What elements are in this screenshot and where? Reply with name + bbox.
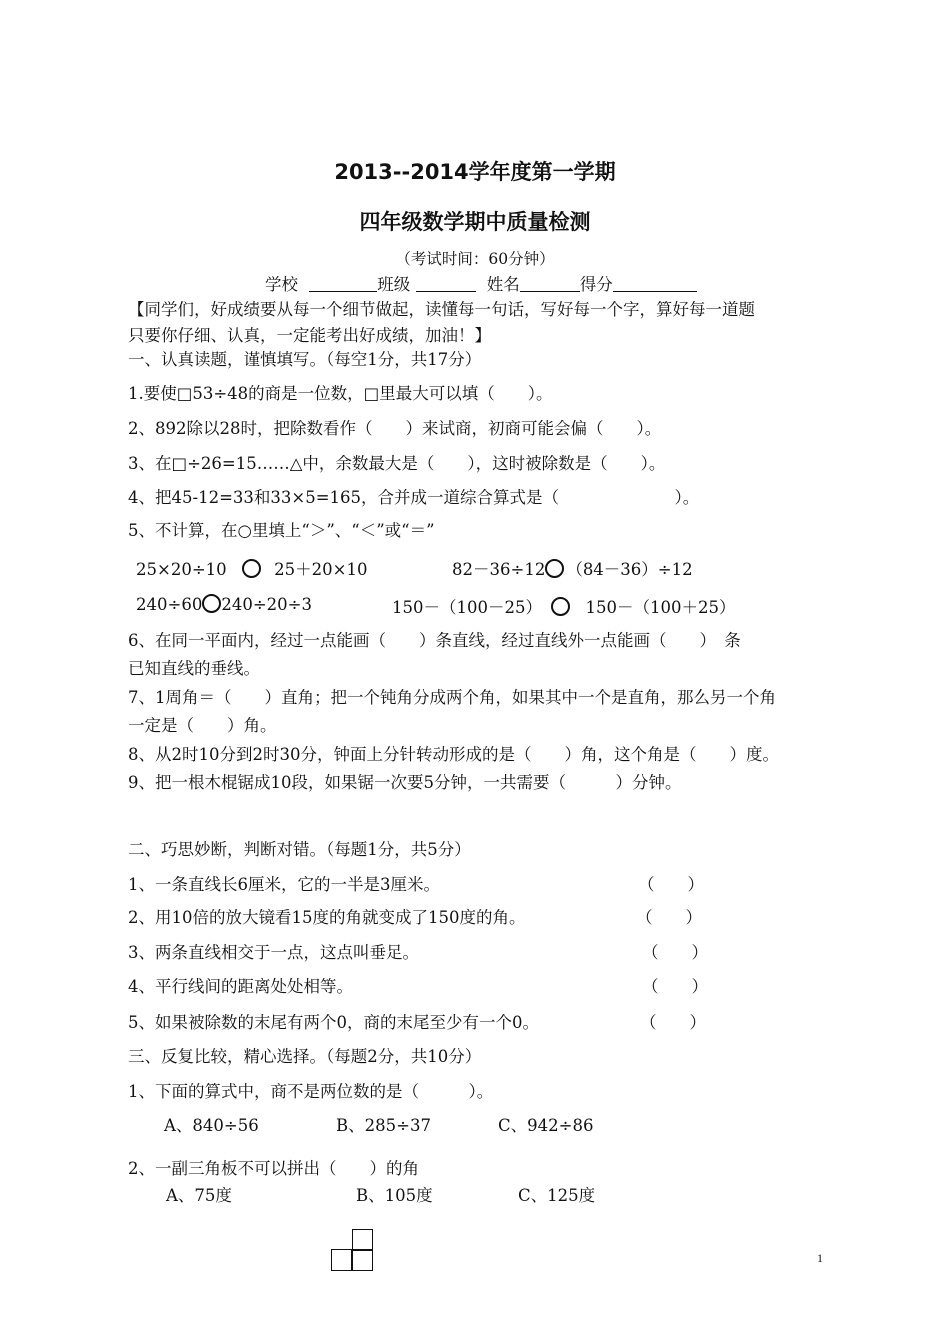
s3-q2-option-b: B、105度 bbox=[356, 1186, 433, 1205]
motto-line-2: 只要你仔细、认真，一定能考出好成绩，加油！】 bbox=[128, 326, 491, 345]
exam-title-subject: 四年级数学期中质量检测 bbox=[359, 210, 591, 234]
score-blank bbox=[613, 275, 697, 292]
name-blank bbox=[520, 275, 580, 292]
motto-line-1: 【同学们，好成绩要从每一个细节做起，读懂每一句话，写好每一个字，算好每一道题 bbox=[128, 300, 755, 319]
compare-2-left: 82－36÷12 bbox=[452, 560, 546, 579]
s3-q1-option-b: B、285÷37 bbox=[336, 1116, 431, 1135]
s2-answer-paren-5: （ ） bbox=[640, 1013, 706, 1032]
compare-circle-icon bbox=[242, 559, 261, 578]
s3-q1-option-a: A、840÷56 bbox=[164, 1116, 259, 1135]
comparison-row-1b bbox=[452, 556, 693, 580]
section1-heading: 一、认真读题，谨慎填写。（每空1分，共17分） bbox=[128, 350, 482, 369]
s3-question-2: 2、一副三角板不可以拼出（ ）的角 bbox=[128, 1159, 419, 1178]
exam-title-year: 2013--2014学年度第一学期 bbox=[334, 160, 616, 184]
s2-answer-paren-2: （ ） bbox=[636, 908, 702, 927]
grid-square-bottom-right bbox=[351, 1249, 373, 1271]
compare-2-right: （84－36）÷12 bbox=[566, 560, 693, 579]
s1-question-7b: 一定是（ ）角。 bbox=[128, 716, 277, 735]
comparison-row-1 bbox=[136, 556, 367, 580]
compare-3-right: 240÷20÷3 bbox=[221, 595, 312, 614]
page-number: 1 bbox=[817, 1251, 823, 1265]
info-line bbox=[265, 271, 697, 295]
school-blank bbox=[309, 275, 377, 292]
compare-circle-icon bbox=[551, 597, 570, 616]
grid-square-top bbox=[352, 1229, 373, 1251]
class-label: 班级 bbox=[377, 275, 411, 294]
s2-item-2: 2、用10倍的放大镜看15度的角就变成了150度的角。 bbox=[128, 908, 526, 927]
s2-item-5: 5、如果被除数的末尾有两个0，商的末尾至少有一个0。 bbox=[128, 1013, 539, 1032]
grid-square-bottom-left bbox=[331, 1249, 353, 1271]
compare-4-left: 150－（100－25） bbox=[392, 598, 542, 617]
score-label: 得分 bbox=[579, 275, 613, 294]
s3-question-1: 1、下面的算式中，商不是两位数的是（ ）。 bbox=[128, 1082, 494, 1101]
square-grid-figure bbox=[331, 1229, 373, 1271]
s3-q1-option-c: C、942÷86 bbox=[498, 1116, 594, 1135]
compare-4-right: 150－（100＋25） bbox=[585, 598, 736, 617]
s1-question-6b: 已知直线的垂线。 bbox=[128, 659, 260, 678]
compare-1-left: 25×20÷10 bbox=[136, 560, 227, 579]
school-label: 学校 bbox=[265, 275, 298, 294]
compare-circle-icon bbox=[545, 559, 564, 578]
s1-question-5: 5、不计算，在○里填上“＞”、“＜”或“＝” bbox=[128, 521, 435, 540]
comparison-row-2b bbox=[392, 594, 735, 618]
s1-question-8: 8、从2时10分到2时30分，钟面上分针转动形成的是（ ）角，这个角是（ ）度。 bbox=[128, 745, 779, 764]
s1-question-4: 4、把45-12=33和33×5=165，合并成一道综合算式是（ ）。 bbox=[128, 488, 700, 507]
exam-time: （考试时间：60分钟） bbox=[395, 250, 555, 268]
class-blank bbox=[416, 275, 476, 292]
s2-item-1: 1、一条直线长6厘米，它的一半是3厘米。 bbox=[128, 875, 440, 894]
compare-circle-icon bbox=[202, 594, 221, 613]
compare-3-left: 240÷60 bbox=[136, 595, 203, 614]
section3-heading: 三、反复比较，精心选择。（每题2分，共10分） bbox=[128, 1047, 482, 1066]
s3-q2-option-c: C、125度 bbox=[518, 1186, 596, 1205]
s1-question-7a: 7、1周角＝（ ）直角；把一个钝角分成两个角，如果其中一个是直角，那么另一个角 bbox=[128, 688, 776, 707]
s2-answer-paren-3: （ ） bbox=[642, 943, 708, 962]
s2-item-4: 4、平行线间的距离处处相等。 bbox=[128, 977, 353, 996]
s2-answer-paren-4: （ ） bbox=[642, 977, 708, 996]
s2-item-3: 3、两条直线相交于一点，这点叫垂足。 bbox=[128, 943, 419, 962]
compare-1-right: 25＋20×10 bbox=[274, 560, 368, 579]
s2-answer-paren-1: （ ） bbox=[638, 875, 704, 894]
s1-question-6a: 6、在同一平面内，经过一点能画（ ）条直线，经过直线外一点能画（ ） 条 bbox=[128, 631, 741, 650]
s1-question-1: 1.要使□53÷48的商是一位数，□里最大可以填（ ）。 bbox=[128, 384, 553, 403]
section2-heading: 二、巧思妙断，判断对错。（每题1分，共5分） bbox=[128, 840, 471, 859]
name-label: 姓名 bbox=[486, 275, 520, 294]
s1-question-9: 9、把一根木棍锯成10段，如果锯一次要5分钟，一共需要（ ）分钟。 bbox=[128, 773, 682, 792]
s1-question-3: 3、在□÷26=15……△中，余数最大是（ ），这时被除数是（ ）。 bbox=[128, 454, 666, 473]
s3-q2-option-a: A、75度 bbox=[166, 1186, 232, 1205]
s1-question-2: 2、892除以28时，把除数看作（ ）来试商，初商可能会偏（ ）。 bbox=[128, 419, 662, 438]
comparison-row-2 bbox=[136, 594, 312, 614]
